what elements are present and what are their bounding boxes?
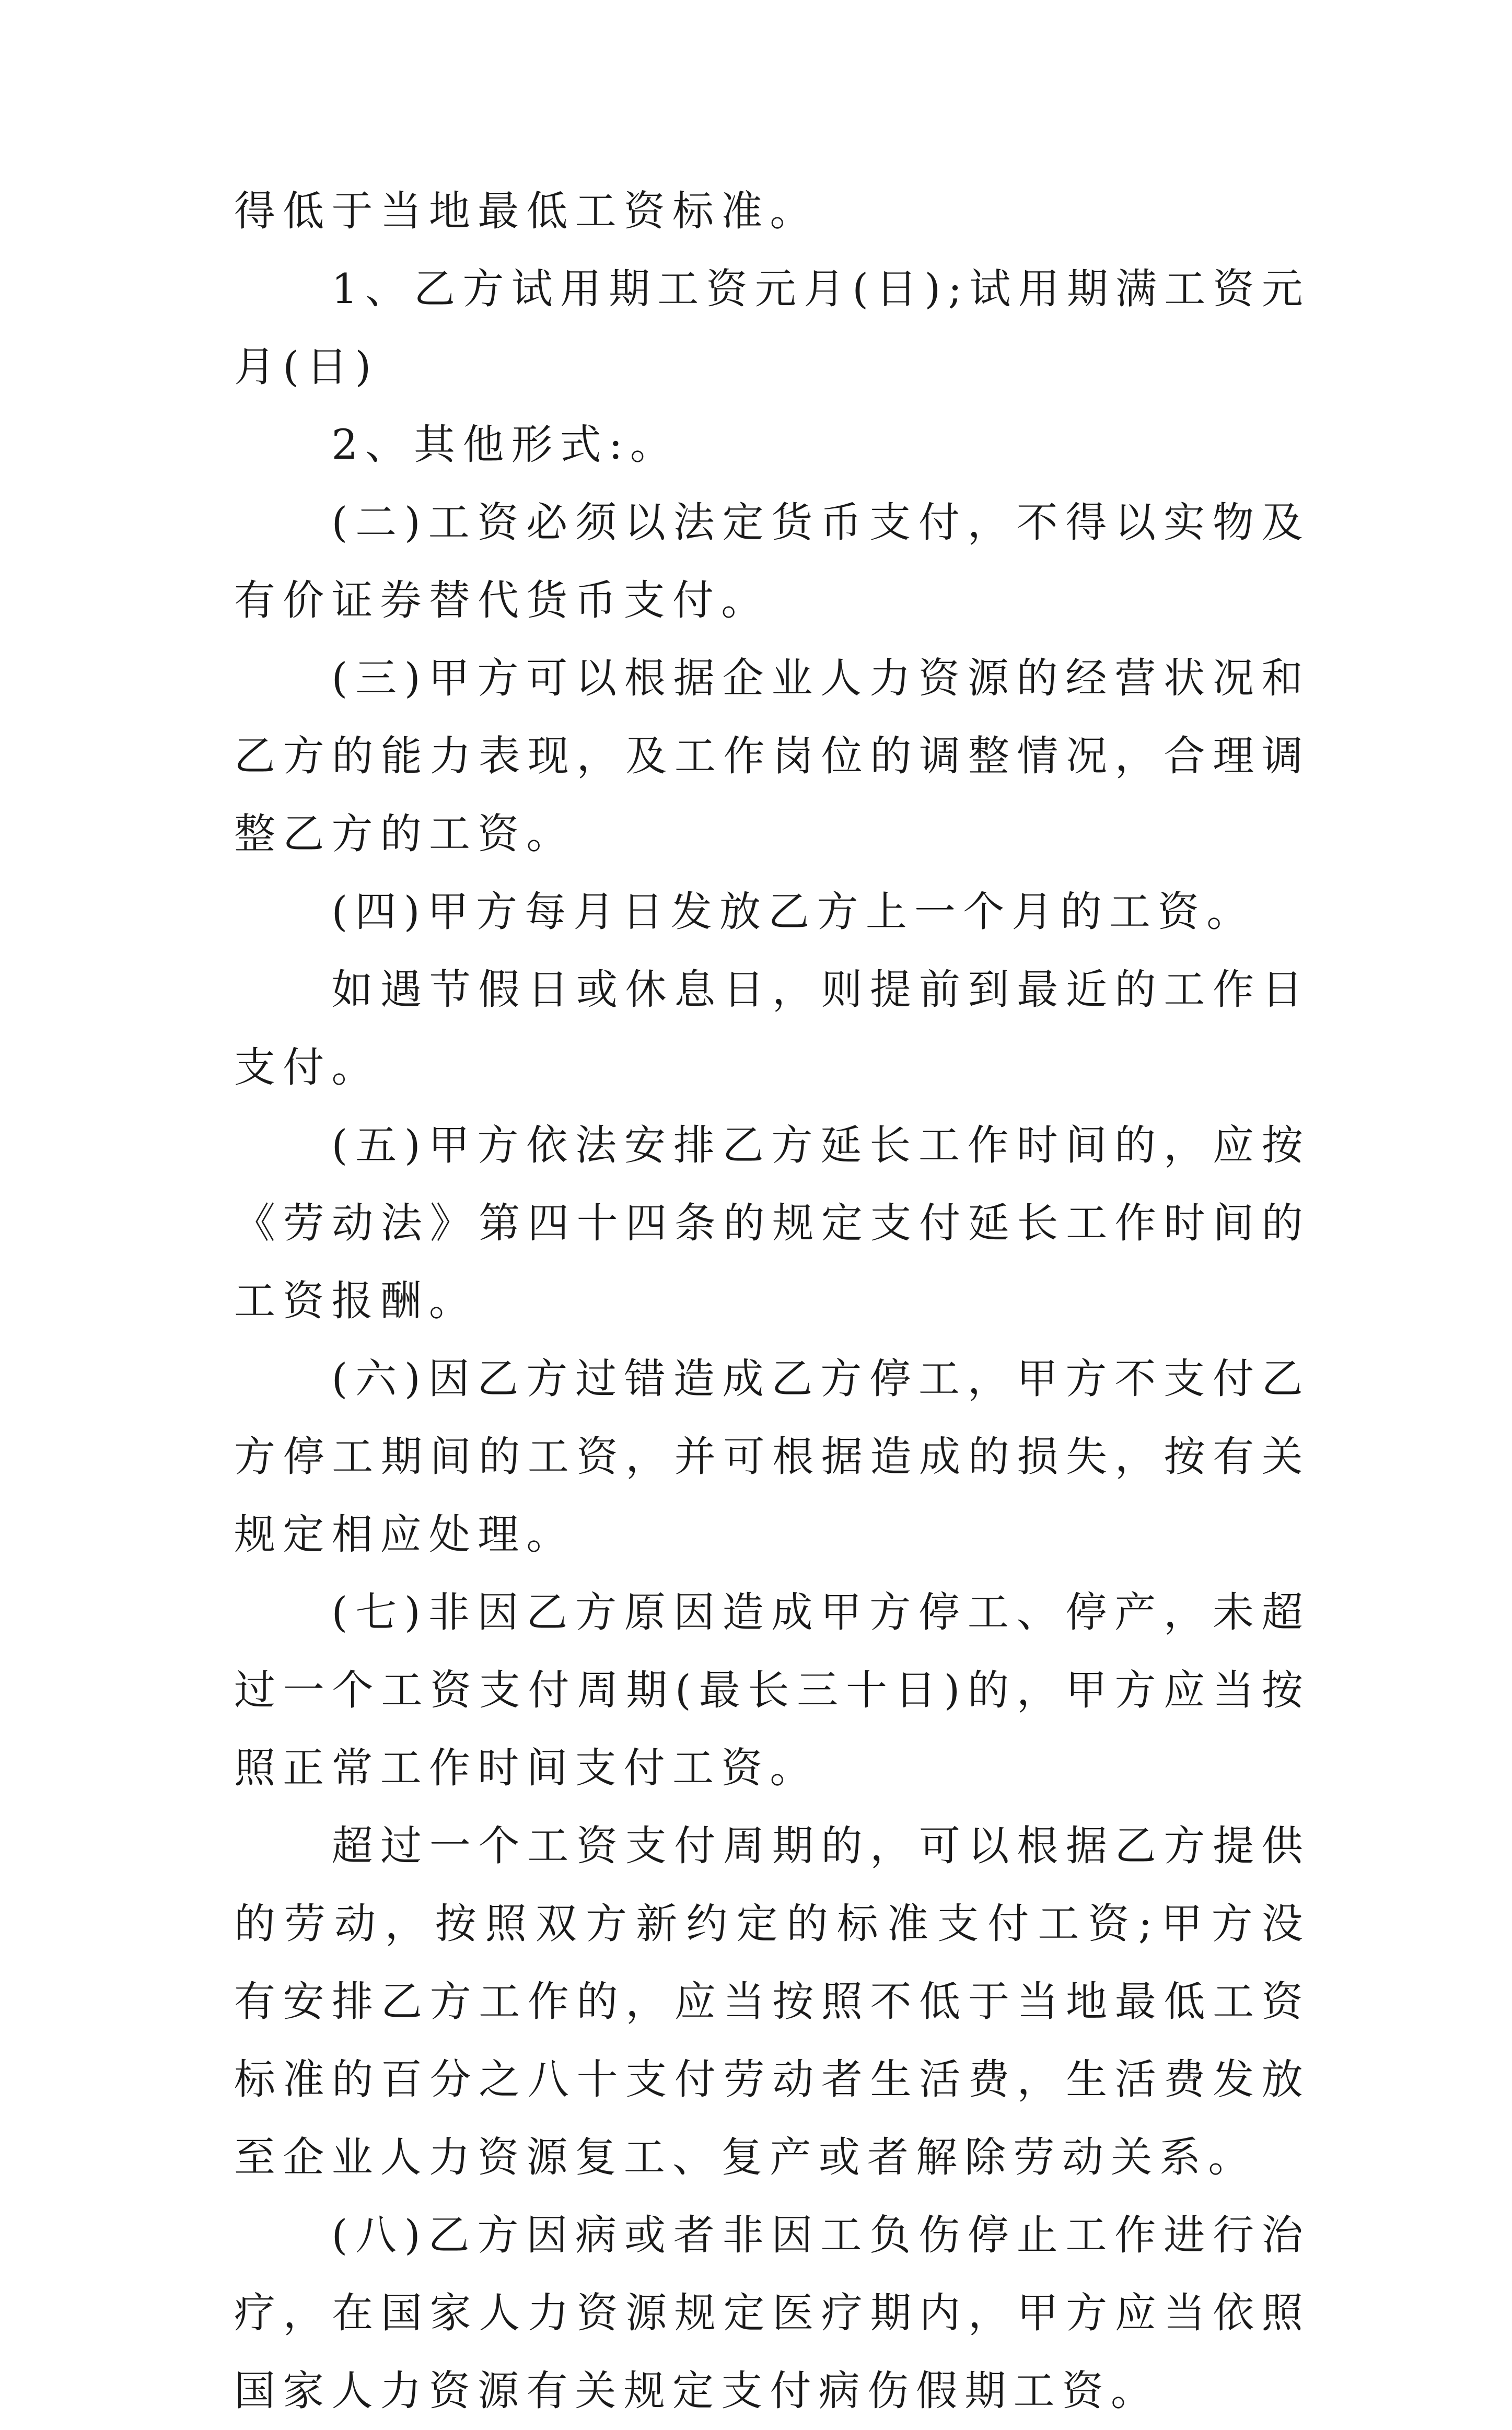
paragraph-clause-5: (五)甲方依法安排乙方延长工作时间的，应按《劳动法》第四十四条的规定支付延长工作时间的工资报酬。 [234,1121,1310,1325]
paragraph-clause-2: (二)工资必须以法定货币支付，不得以实物及有价证券替代货币支付。 [234,498,1310,624]
paragraph-continuation: 得低于当地最低工资标准。 [234,187,819,235]
document-body [234,172,1310,2430]
paragraph-other-forms: 2、其他形式:。 [331,421,679,469]
paragraph-holiday-payment: 如遇节假日或休息日，则提前到最近的工作日支付。 [234,966,1310,1091]
paragraph-clause-8: (八)乙方因病或者非因工负伤停止工作进行治疗，在国家人力资源规定医疗期内，甲方应当依照国家人力资源有关规定支付病伤假期工资。 [234,2211,1310,2415]
paragraph-clause-6: (六)因乙方过错造成乙方停工，甲方不支付乙方停工期间的工资，并可根据造成的损失，按有关规定相应处理。 [234,1355,1310,1559]
paragraph-clause-7: (七)非因乙方原因造成甲方停工、停产，未超过一个工资支付周期(最长三十日)的，甲方应当按照正常工作时间支付工资。 [234,1588,1310,1792]
paragraph-clause-3: (三)甲方可以根据企业人力资源的经营状况和乙方的能力表现，及工作岗位的调整情况，合理调整乙方的工资。 [234,654,1310,858]
paragraph-beyond-pay-cycle: 超过一个工资支付周期的，可以根据乙方提供的劳动，按照双方新约定的标准支付工资;甲方没有安排乙方工作的，应当按照不低于当地最低工资标准的百分之八十支付劳动者生活费，生活费发放至企业人力资源复工、复产或者解除劳动关系。 [234,1822,1310,2181]
paragraph-probation-wage: 1、乙方试用期工资元月(日);试用期满工资元月(日) [234,265,1310,391]
paragraph-clause-4: (四)甲方每月日发放乙方上一个月的工资。 [331,888,1255,936]
